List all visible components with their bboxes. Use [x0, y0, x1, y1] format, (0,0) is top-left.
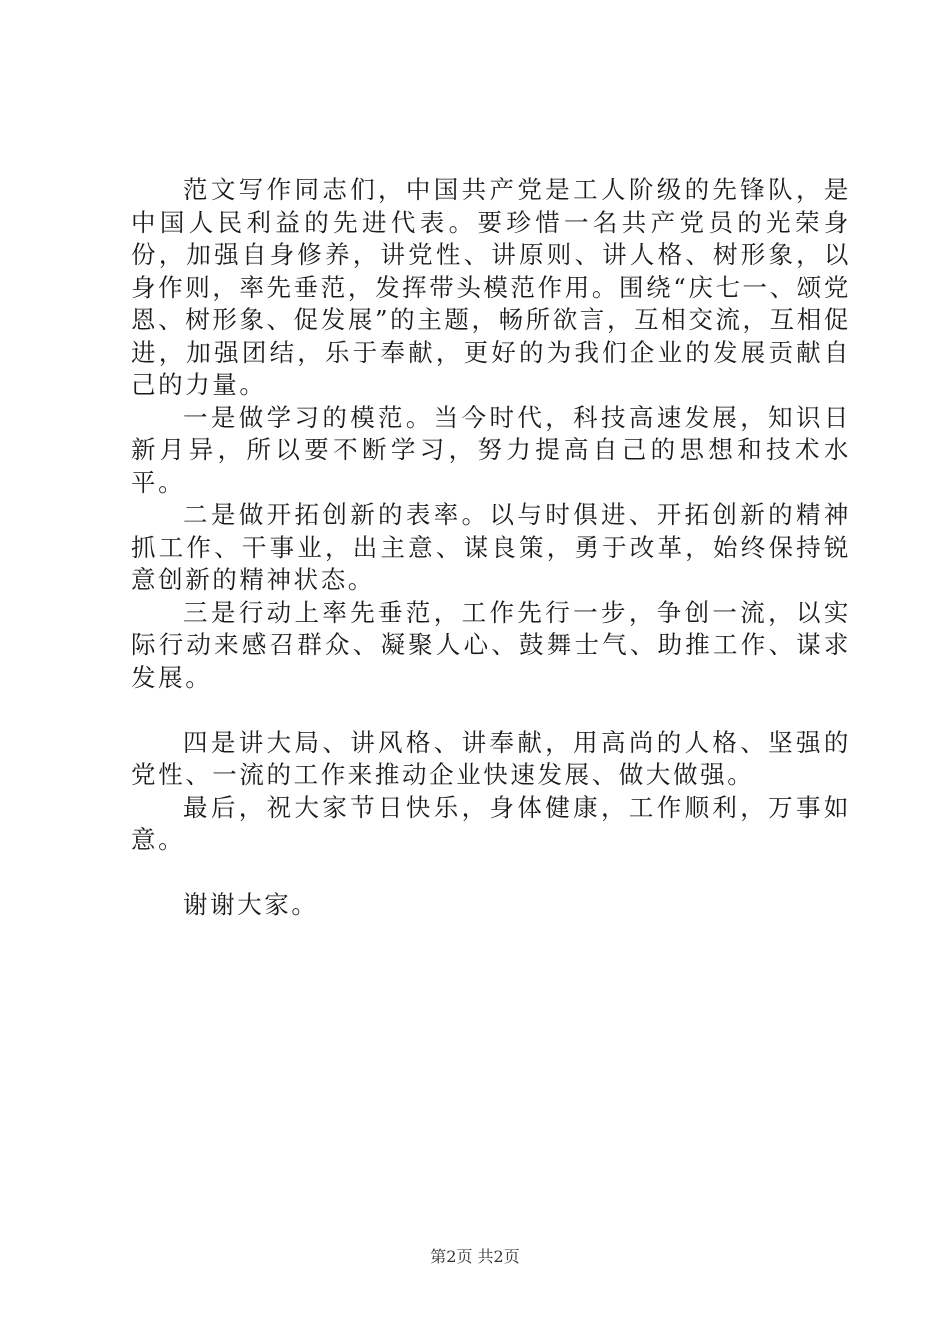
page-number: 第2页 共2页 — [430, 1247, 520, 1266]
document-body — [131, 174, 851, 922]
paragraph-closing: 最后，祝大家节日快乐，身体健康，工作顺利，万事如意。 — [131, 792, 851, 854]
paragraph-intro: 范文写作同志们，中国共产党是工人阶级的先锋队，是中国人民利益的先进代表。要珍惜一名共产党员的光荣身份，加强自身修养，讲党性、讲原则、讲人格、树形象，以身作则，率先垂范，发挥带头模范作用。围绕“庆七一、颂党恩、树形象、促发展”的主题，畅所欲言，互相交流，互相促进，加强团结，乐于奉献，更好的为我们企业的发展贡献自己的力量。 — [131, 175, 851, 399]
paragraph-point-four: 四是讲大局、讲风格、讲奉献，用高尚的人格、坚强的党性、一流的工作来推动企业快速发展、做大做强。 — [131, 727, 851, 789]
page-footer — [0, 1244, 950, 1267]
paragraph-thanks: 谢谢大家。 — [183, 890, 319, 919]
paragraph-point-one: 一是做学习的模范。当今时代，科技高速发展，知识日新月异，所以要不断学习，努力提高自己的思想和技术水平。 — [131, 402, 851, 497]
paragraph-point-three: 三是行动上率先垂范，工作先行一步，争创一流，以实际行动来感召群众、凝聚人心、鼓舞士气、助推工作、谋求发展。 — [131, 597, 851, 692]
paragraph-point-two: 二是做开拓创新的表率。以与时俱进、开拓创新的精神抓工作、干事业，出主意、谋良策，勇于改革，始终保持锐意创新的精神状态。 — [131, 500, 851, 594]
